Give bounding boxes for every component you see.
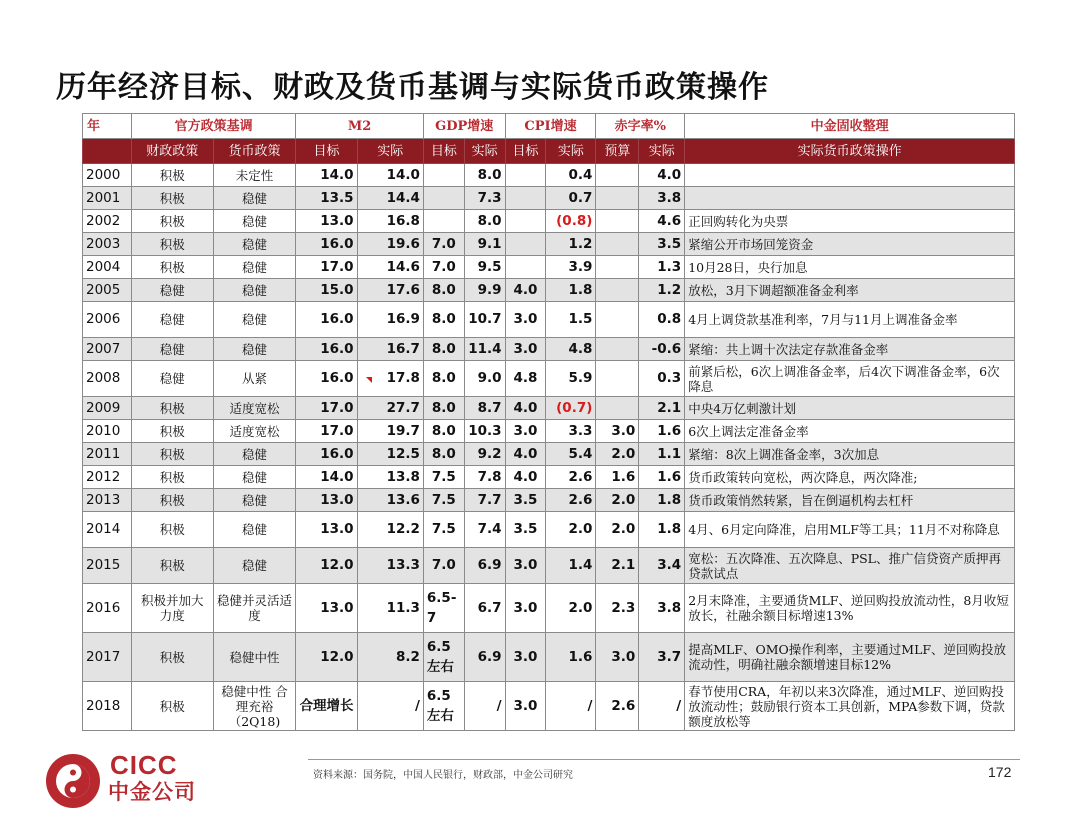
deficit-budget-cell: 2.0: [596, 443, 639, 466]
header-official-policy: 官方政策基调: [131, 114, 295, 139]
year-cell: 2007: [83, 338, 132, 361]
m2-target-cell: 16.0: [296, 338, 357, 361]
gdp-actual-cell: 10.7: [464, 302, 505, 338]
deficit-budget-cell: [596, 279, 639, 302]
monetary-policy-cell: 稳健: [213, 338, 296, 361]
fiscal-policy-cell: 稳健: [131, 361, 213, 397]
deficit-actual-cell: 4.0: [639, 164, 685, 187]
year-cell: 2010: [83, 420, 132, 443]
cpi-target-cell: 3.0: [505, 338, 546, 361]
fiscal-policy-cell: 积极: [131, 256, 213, 279]
fiscal-policy-cell: 积极: [131, 397, 213, 420]
header-deficit-budget: 预算: [596, 139, 639, 164]
gdp-target-cell: 7.0: [423, 233, 464, 256]
cpi-actual-cell: /: [546, 682, 596, 731]
cpi-actual-cell: 0.7: [546, 187, 596, 210]
m2-actual-cell: 8.2: [357, 633, 423, 682]
gdp-target-cell: 7.5: [423, 512, 464, 548]
gdp-actual-cell: 10.3: [464, 420, 505, 443]
cpi-target-cell: [505, 210, 546, 233]
year-cell: 2012: [83, 466, 132, 489]
cpi-actual-cell: (0.7): [546, 397, 596, 420]
policy-ops-cell: 4月上调贷款基准利率，7月与11月上调准备金率: [685, 302, 1015, 338]
fiscal-policy-cell: 积极: [131, 466, 213, 489]
header-row-sub: [83, 139, 1015, 164]
monetary-policy-cell: 稳健: [213, 302, 296, 338]
m2-target-cell: 12.0: [296, 548, 357, 584]
table-row: [83, 279, 1015, 302]
comment-flag-icon: [366, 377, 372, 383]
year-cell: 2014: [83, 512, 132, 548]
m2-actual-cell: 16.7: [357, 338, 423, 361]
deficit-budget-cell: 2.0: [596, 489, 639, 512]
fiscal-policy-cell: 积极: [131, 164, 213, 187]
fiscal-policy-cell: 积极并加大力度: [131, 584, 213, 633]
deficit-budget-cell: 2.6: [596, 682, 639, 731]
year-cell: 2008: [83, 361, 132, 397]
deficit-budget-cell: [596, 302, 639, 338]
table-row: [83, 256, 1015, 279]
deficit-budget-cell: [596, 233, 639, 256]
fiscal-policy-cell: 稳健: [131, 302, 213, 338]
gdp-target-cell: 8.0: [423, 338, 464, 361]
deficit-actual-cell: 1.8: [639, 512, 685, 548]
gdp-actual-cell: 8.0: [464, 164, 505, 187]
page-title: 历年经济目标、财政及货币基调与实际货币政策操作: [56, 70, 769, 105]
m2-target-cell: 13.0: [296, 512, 357, 548]
table-row: [83, 548, 1015, 584]
header-row-top: [83, 114, 1015, 139]
fiscal-policy-cell: 稳健: [131, 279, 213, 302]
m2-target-cell: 13.0: [296, 584, 357, 633]
policy-ops-cell: 4月、6月定向降准，启用MLF等工具；11月不对称降息: [685, 512, 1015, 548]
deficit-actual-cell: -0.6: [639, 338, 685, 361]
deficit-actual-cell: 3.4: [639, 548, 685, 584]
gdp-target-cell: [423, 164, 464, 187]
monetary-policy-cell: 稳健: [213, 489, 296, 512]
m2-actual-cell: 14.0: [357, 164, 423, 187]
m2-actual-cell: 11.3: [357, 584, 423, 633]
header-year: 年: [83, 114, 132, 139]
deficit-actual-cell: 1.3: [639, 256, 685, 279]
deficit-actual-cell: /: [639, 682, 685, 731]
monetary-policy-cell: 稳健并灵活适度: [213, 584, 296, 633]
m2-target-cell: 16.0: [296, 302, 357, 338]
header-gdp: GDP增速: [423, 114, 505, 139]
fiscal-policy-cell: 积极: [131, 420, 213, 443]
gdp-actual-cell: 6.7: [464, 584, 505, 633]
deficit-actual-cell: 0.8: [639, 302, 685, 338]
deficit-budget-cell: [596, 256, 639, 279]
policy-ops-cell: 紧缩：共上调十次法定存款准备金率: [685, 338, 1015, 361]
gdp-target-cell: 6.5左右: [423, 682, 464, 731]
policy-ops-cell: 宽松：五次降准、五次降息、PSL、推广信贷资产质押再贷款试点: [685, 548, 1015, 584]
cpi-target-cell: 3.0: [505, 682, 546, 731]
m2-target-cell: 16.0: [296, 361, 357, 397]
gdp-target-cell: 7.0: [423, 256, 464, 279]
header-deficit-actual: 实际: [639, 139, 685, 164]
m2-target-cell: 12.0: [296, 633, 357, 682]
cpi-target-cell: 3.5: [505, 512, 546, 548]
cpi-target-cell: [505, 256, 546, 279]
m2-target-cell: 17.0: [296, 420, 357, 443]
deficit-actual-cell: 4.6: [639, 210, 685, 233]
cpi-actual-cell: 0.4: [546, 164, 596, 187]
year-cell: 2006: [83, 302, 132, 338]
policy-ops-cell: 中央4万亿刺激计划: [685, 397, 1015, 420]
header-gdp-target: 目标: [423, 139, 464, 164]
table-row: [83, 397, 1015, 420]
cpi-target-cell: 3.0: [505, 548, 546, 584]
gdp-actual-cell: 8.7: [464, 397, 505, 420]
cpi-actual-cell: 1.6: [546, 633, 596, 682]
m2-target-cell: 13.0: [296, 210, 357, 233]
monetary-policy-cell: 稳健: [213, 443, 296, 466]
header-m2: M2: [296, 114, 424, 139]
policy-ops-cell: 2月末降准，主要通货MLF、逆回购投放流动性，8月收短放长，社融余额目标增速13%: [685, 584, 1015, 633]
policy-ops-cell: 春节使用CRA，年初以来3次降准，通过MLF、逆回购投放流动性；鼓励银行资本工具创新，MPA参数下调，贷款额度放松等: [685, 682, 1015, 731]
m2-target-cell: 17.0: [296, 397, 357, 420]
policy-ops-cell: [685, 187, 1015, 210]
cpi-actual-cell: 1.2: [546, 233, 596, 256]
m2-target-cell: 合理增长: [296, 682, 357, 731]
m2-target-cell: 13.0: [296, 489, 357, 512]
gdp-target-cell: 6.5左右: [423, 633, 464, 682]
m2-target-cell: 17.0: [296, 256, 357, 279]
deficit-budget-cell: 2.1: [596, 548, 639, 584]
header-monetary: 货币政策: [213, 139, 296, 164]
year-cell: 2018: [83, 682, 132, 731]
gdp-target-cell: 7.5: [423, 466, 464, 489]
table-row: [83, 466, 1015, 489]
deficit-actual-cell: 3.5: [639, 233, 685, 256]
header-m2-target: 目标: [296, 139, 357, 164]
year-cell: 2001: [83, 187, 132, 210]
deficit-actual-cell: 1.6: [639, 466, 685, 489]
deficit-actual-cell: 3.8: [639, 584, 685, 633]
monetary-policy-cell: 稳健: [213, 210, 296, 233]
table-row: [83, 489, 1015, 512]
year-cell: 2000: [83, 164, 132, 187]
page-number: 172: [988, 764, 1012, 780]
m2-target-cell: 15.0: [296, 279, 357, 302]
cpi-target-cell: 3.0: [505, 584, 546, 633]
logo-text-en: CICC: [110, 750, 178, 780]
policy-ops-cell: 提高MLF、OMO操作利率，主要通过MLF、逆回购投放流动性，明确社融余额增速目标12%: [685, 633, 1015, 682]
cpi-actual-cell: 3.9: [546, 256, 596, 279]
year-cell: 2011: [83, 443, 132, 466]
cicc-logo-icon: [44, 752, 102, 810]
year-cell: 2017: [83, 633, 132, 682]
gdp-target-cell: 8.0: [423, 397, 464, 420]
cpi-actual-cell: 1.8: [546, 279, 596, 302]
cpi-target-cell: 3.5: [505, 489, 546, 512]
gdp-actual-cell: 9.0: [464, 361, 505, 397]
cpi-target-cell: [505, 164, 546, 187]
fiscal-policy-cell: 积极: [131, 682, 213, 731]
deficit-actual-cell: 3.8: [639, 187, 685, 210]
cpi-target-cell: 3.0: [505, 420, 546, 443]
header-ops: 实际货币政策操作: [685, 139, 1015, 164]
table-row: [83, 682, 1015, 731]
monetary-policy-cell: 未定性: [213, 164, 296, 187]
cpi-target-cell: 4.0: [505, 443, 546, 466]
m2-actual-cell: 19.6: [357, 233, 423, 256]
cpi-actual-cell: 5.4: [546, 443, 596, 466]
cpi-target-cell: 4.0: [505, 397, 546, 420]
gdp-actual-cell: 9.9: [464, 279, 505, 302]
gdp-target-cell: [423, 187, 464, 210]
deficit-budget-cell: [596, 164, 639, 187]
cpi-actual-cell: 4.8: [546, 338, 596, 361]
deficit-budget-cell: 3.0: [596, 420, 639, 443]
gdp-target-cell: 7.0: [423, 548, 464, 584]
m2-actual-cell: 17.8: [357, 361, 423, 397]
m2-target-cell: 13.5: [296, 187, 357, 210]
table-row: [83, 187, 1015, 210]
policy-table: [82, 113, 1015, 731]
fiscal-policy-cell: 积极: [131, 512, 213, 548]
fiscal-policy-cell: 积极: [131, 633, 213, 682]
cpi-actual-cell: 2.6: [546, 466, 596, 489]
m2-actual-cell: 13.6: [357, 489, 423, 512]
gdp-actual-cell: 8.0: [464, 210, 505, 233]
cpi-actual-cell: 1.5: [546, 302, 596, 338]
gdp-actual-cell: 9.1: [464, 233, 505, 256]
gdp-target-cell: 8.0: [423, 420, 464, 443]
gdp-actual-cell: /: [464, 682, 505, 731]
monetary-policy-cell: 稳健中性: [213, 633, 296, 682]
m2-actual-cell: 16.8: [357, 210, 423, 233]
policy-ops-cell: 6次上调法定准备金率: [685, 420, 1015, 443]
table-row: [83, 512, 1015, 548]
gdp-actual-cell: 7.8: [464, 466, 505, 489]
m2-actual-cell: 19.7: [357, 420, 423, 443]
table-row: [83, 210, 1015, 233]
monetary-policy-cell: 稳健中性 合理充裕 （2Q18): [213, 682, 296, 731]
header-gdp-actual: 实际: [464, 139, 505, 164]
header-cpi: CPI增速: [505, 114, 596, 139]
m2-actual-cell: 16.9: [357, 302, 423, 338]
gdp-actual-cell: 6.9: [464, 548, 505, 584]
table-row: [83, 233, 1015, 256]
fiscal-policy-cell: 积极: [131, 548, 213, 584]
gdp-actual-cell: 9.2: [464, 443, 505, 466]
year-cell: 2009: [83, 397, 132, 420]
deficit-budget-cell: [596, 210, 639, 233]
gdp-target-cell: 8.0: [423, 302, 464, 338]
gdp-actual-cell: 6.9: [464, 633, 505, 682]
gdp-actual-cell: 7.3: [464, 187, 505, 210]
table-row: [83, 164, 1015, 187]
deficit-actual-cell: 2.1: [639, 397, 685, 420]
policy-ops-cell: 紧缩：8次上调准备金率，3次加息: [685, 443, 1015, 466]
deficit-actual-cell: 3.7: [639, 633, 685, 682]
cpi-target-cell: [505, 233, 546, 256]
policy-ops-cell: 货币政策悄然转紧，旨在倒逼机构去杠杆: [685, 489, 1015, 512]
fiscal-policy-cell: 稳健: [131, 338, 213, 361]
policy-ops-cell: 正回购转化为央票: [685, 210, 1015, 233]
monetary-policy-cell: 稳健: [213, 548, 296, 584]
header-cpi-target: 目标: [505, 139, 546, 164]
deficit-budget-cell: 2.0: [596, 512, 639, 548]
policy-ops-cell: 放松，3月下调超额准备金利率: [685, 279, 1015, 302]
gdp-target-cell: 8.0: [423, 279, 464, 302]
deficit-actual-cell: 1.8: [639, 489, 685, 512]
deficit-budget-cell: 2.3: [596, 584, 639, 633]
table-row: [83, 633, 1015, 682]
m2-actual-cell: 13.3: [357, 548, 423, 584]
monetary-policy-cell: 稳健: [213, 279, 296, 302]
m2-actual-cell: 17.6: [357, 279, 423, 302]
deficit-actual-cell: 1.6: [639, 420, 685, 443]
deficit-budget-cell: [596, 187, 639, 210]
gdp-target-cell: 6.5-7: [423, 584, 464, 633]
deficit-budget-cell: [596, 397, 639, 420]
monetary-policy-cell: 稳健: [213, 466, 296, 489]
table-row: [83, 361, 1015, 397]
cpi-target-cell: 3.0: [505, 633, 546, 682]
m2-target-cell: 16.0: [296, 233, 357, 256]
policy-ops-cell: 10月28日，央行加息: [685, 256, 1015, 279]
gdp-target-cell: 7.5: [423, 489, 464, 512]
header-m2-actual: 实际: [357, 139, 423, 164]
deficit-budget-cell: [596, 361, 639, 397]
fiscal-policy-cell: 积极: [131, 187, 213, 210]
header-cpi-actual: 实际: [546, 139, 596, 164]
m2-actual-cell: 27.7: [357, 397, 423, 420]
gdp-actual-cell: 7.7: [464, 489, 505, 512]
cpi-target-cell: 4.0: [505, 279, 546, 302]
m2-actual-cell: 12.5: [357, 443, 423, 466]
year-cell: 2015: [83, 548, 132, 584]
cpi-target-cell: 4.8: [505, 361, 546, 397]
table-row: [83, 420, 1015, 443]
m2-actual-cell: 14.6: [357, 256, 423, 279]
table-row: [83, 338, 1015, 361]
logo-text-cn: 中金公司: [108, 780, 196, 804]
gdp-actual-cell: 7.4: [464, 512, 505, 548]
table-row: [83, 443, 1015, 466]
m2-target-cell: 14.0: [296, 164, 357, 187]
footer-divider: [308, 759, 1020, 760]
monetary-policy-cell: 稳健: [213, 187, 296, 210]
gdp-target-cell: [423, 210, 464, 233]
monetary-policy-cell: 稳健: [213, 256, 296, 279]
year-cell: 2013: [83, 489, 132, 512]
table-row: [83, 302, 1015, 338]
monetary-policy-cell: 从紧: [213, 361, 296, 397]
m2-actual-cell: /: [357, 682, 423, 731]
header-fiscal: 财政政策: [131, 139, 213, 164]
fiscal-policy-cell: 积极: [131, 443, 213, 466]
source-note: 资料来源：国务院，中国人民银行，财政部，中金公司研究: [313, 770, 573, 781]
cpi-actual-cell: 3.3: [546, 420, 596, 443]
m2-target-cell: 16.0: [296, 443, 357, 466]
fiscal-policy-cell: 积极: [131, 233, 213, 256]
fiscal-policy-cell: 积极: [131, 210, 213, 233]
gdp-actual-cell: 9.5: [464, 256, 505, 279]
cpi-actual-cell: 2.0: [546, 584, 596, 633]
year-cell: 2002: [83, 210, 132, 233]
table-row: [83, 584, 1015, 633]
cpi-target-cell: 3.0: [505, 302, 546, 338]
policy-ops-cell: 货币政策转向宽松，两次降息，两次降准;: [685, 466, 1015, 489]
monetary-policy-cell: 适度宽松: [213, 420, 296, 443]
cpi-actual-cell: (0.8): [546, 210, 596, 233]
m2-actual-cell: 12.2: [357, 512, 423, 548]
deficit-budget-cell: 1.6: [596, 466, 639, 489]
m2-actual-cell: 14.4: [357, 187, 423, 210]
year-cell: 2004: [83, 256, 132, 279]
year-cell: 2016: [83, 584, 132, 633]
deficit-budget-cell: [596, 338, 639, 361]
header-cicc: 中金固收整理: [685, 114, 1015, 139]
deficit-budget-cell: 3.0: [596, 633, 639, 682]
cpi-actual-cell: 2.6: [546, 489, 596, 512]
deficit-actual-cell: 1.2: [639, 279, 685, 302]
header-sub-blank: [83, 139, 132, 164]
policy-ops-cell: 紧缩公开市场回笼资金: [685, 233, 1015, 256]
cpi-actual-cell: 1.4: [546, 548, 596, 584]
cpi-target-cell: 4.0: [505, 466, 546, 489]
policy-ops-cell: 前紧后松，6次上调准备金率，后4次下调准备金率，6次降息: [685, 361, 1015, 397]
deficit-actual-cell: 0.3: [639, 361, 685, 397]
monetary-policy-cell: 适度宽松: [213, 397, 296, 420]
monetary-policy-cell: 稳健: [213, 233, 296, 256]
cpi-target-cell: [505, 187, 546, 210]
gdp-target-cell: 8.0: [423, 443, 464, 466]
policy-ops-cell: [685, 164, 1015, 187]
fiscal-policy-cell: 积极: [131, 489, 213, 512]
header-deficit: 赤字率%: [596, 114, 685, 139]
year-cell: 2003: [83, 233, 132, 256]
deficit-actual-cell: 1.1: [639, 443, 685, 466]
m2-actual-cell: 13.8: [357, 466, 423, 489]
gdp-target-cell: 8.0: [423, 361, 464, 397]
m2-target-cell: 14.0: [296, 466, 357, 489]
cpi-actual-cell: 2.0: [546, 512, 596, 548]
cpi-actual-cell: 5.9: [546, 361, 596, 397]
gdp-actual-cell: 11.4: [464, 338, 505, 361]
monetary-policy-cell: 稳健: [213, 512, 296, 548]
year-cell: 2005: [83, 279, 132, 302]
